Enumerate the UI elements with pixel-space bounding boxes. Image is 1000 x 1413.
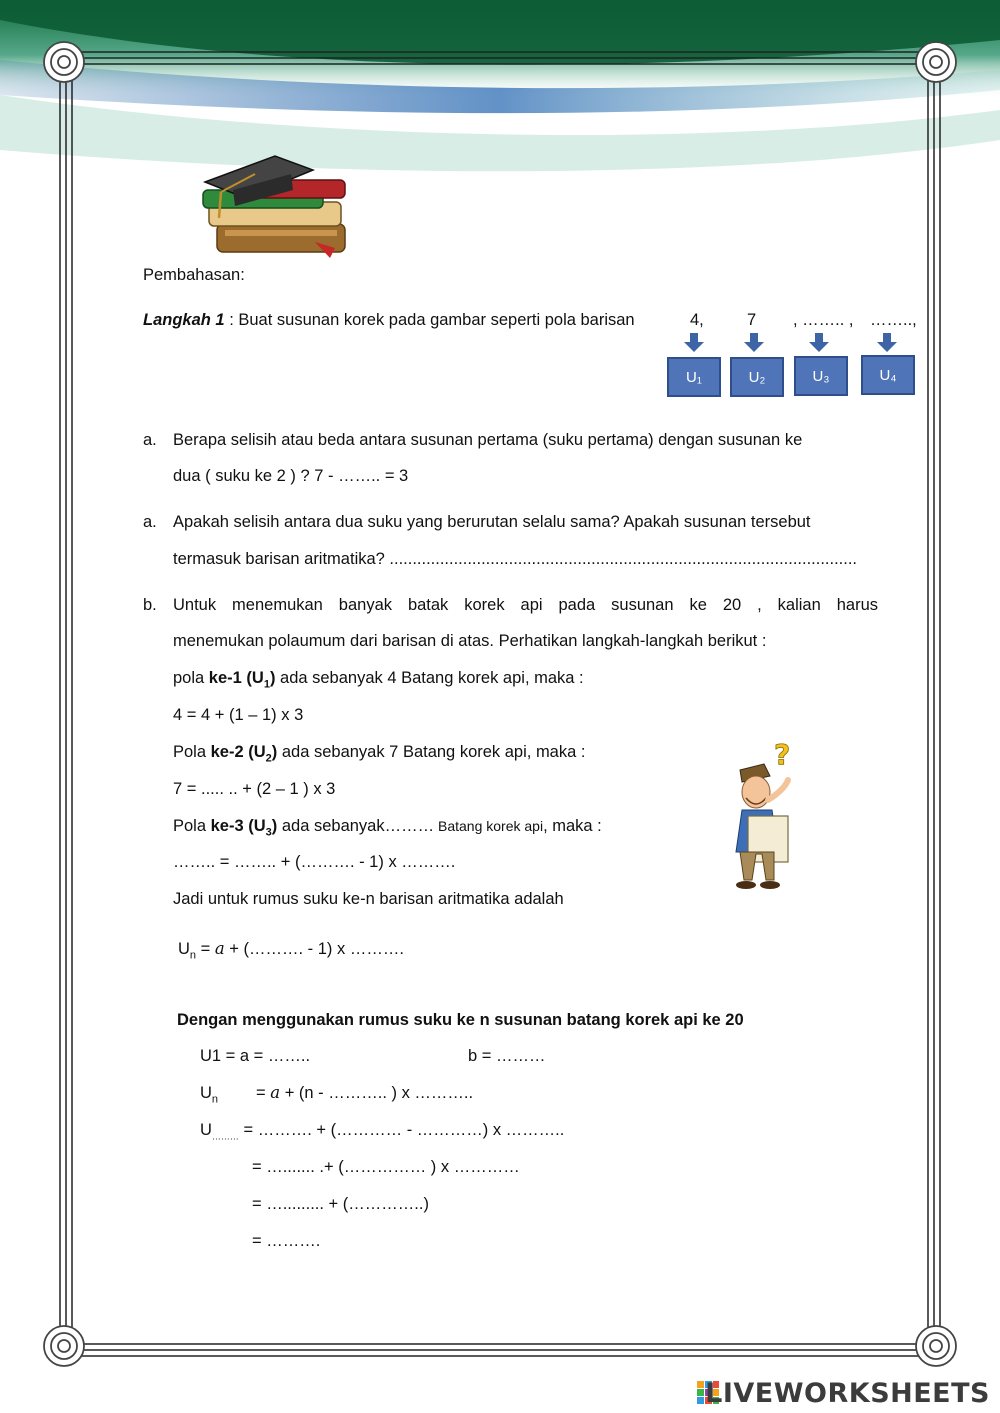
section2-row1-right: b = ………	[468, 1047, 546, 1065]
down-arrow-icon	[743, 333, 765, 353]
general-formula: $U_n = a$ + (………. - 1) x ……….	[178, 939, 404, 962]
section2-row6: = ……….	[252, 1232, 321, 1250]
seq-term-3: , …….. ,	[793, 311, 854, 329]
item-b-line8: …….. = …….. + (………. - 1) x ……….	[173, 853, 456, 871]
term-box-u1: U₁	[667, 357, 721, 397]
item-b-line5: Pola ke-2 $(U_2)$ ada sebanyak 7 Batang korek api, maka :	[173, 743, 586, 765]
item-a1-line2: dua ( suku ke 2 ) ? 7 - …….. = 3	[173, 467, 409, 485]
down-arrow-icon	[808, 333, 830, 353]
step1-text: : Buat susunan korek pada gambar seperti pola barisan	[224, 311, 635, 329]
section2-row3: $U_{\dots\dots\dots}$ = ………. + (………… - …………) x ………..	[200, 1121, 565, 1142]
item-b-line1: Untuk menemukan banyak batak korek api pada susunan ke 20 , kalian harus	[173, 596, 878, 614]
item-a1-line1: Berapa selisih atau beda antara susunan pertama (suku pertama) dengan susunan ke	[173, 431, 803, 449]
term-box-u4: U₄	[861, 355, 915, 395]
item-a2-line1: Apakah selisih antara dua suku yang berurutan selalu sama? Apakah susunan tersebut	[173, 513, 811, 531]
section2-row1-left: U1 = a = ……..	[200, 1047, 311, 1065]
term-box-u3: U₃	[794, 356, 848, 396]
down-arrow-icon	[876, 333, 898, 353]
item-a2-line2: termasuk barisan aritmatika? ......................................................................................................	[173, 550, 858, 568]
item-a2-marker: a.	[143, 513, 157, 531]
item-b-line3: pola ke-1 $(U_1)$ ada sebanyak 4 Batang korek api, maka :	[173, 669, 584, 691]
seq-term-2: 7	[747, 311, 757, 329]
step1-line	[143, 310, 635, 330]
item-b-line6: 7 = ..... .. + (2 – 1 ) x 3	[173, 780, 336, 798]
seq-term-1: 4,	[690, 311, 704, 329]
section2-row2: $U_n = a + (n$ - ……….. ) x ………..	[200, 1083, 474, 1106]
item-a1-marker: a.	[143, 431, 157, 449]
item-b-line2: menemukan polaumum dari barisan di atas. Perhatikan langkah-langkah berikut :	[173, 632, 767, 650]
books-graduation-cap-icon	[195, 152, 360, 260]
liveworksheets-brand[interactable]: LIVEWORKSHEETS	[705, 1378, 990, 1409]
heading-pembahasan: Pembahasan:	[143, 266, 245, 284]
down-arrow-icon	[683, 333, 705, 353]
seq-term-4: ……..,	[870, 311, 917, 329]
item-b-line9: Jadi untuk rumus suku ke-n barisan aritmatika adalah	[173, 890, 564, 908]
section2-row5: = …......... + (…………..)	[252, 1195, 429, 1213]
item-b-marker: b.	[143, 596, 157, 614]
section2-row4: = …....... .+ (…………… ) x …………	[252, 1158, 520, 1176]
item-b-line4: 4 = 4 + (1 – 1) x 3	[173, 706, 304, 724]
thinking-man-illustration	[712, 740, 812, 892]
item-b-line7: Pola ke-3 $(U_3)$ ada sebanyak……… Batang korek api, maka :	[173, 817, 602, 839]
section2-title: Dengan menggunakan rumus suku ke n susunan batang korek api ke 20	[177, 1011, 744, 1029]
svg-text:?: ?	[774, 740, 791, 771]
term-box-u2: U₂	[730, 357, 784, 397]
step1-label: Langkah 1	[143, 311, 225, 329]
